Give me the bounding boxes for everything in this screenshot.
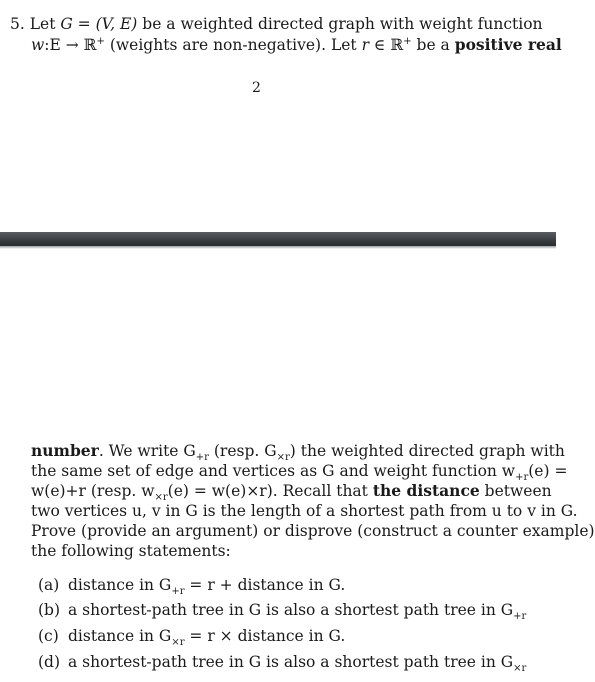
item-text-b: = r + distance in G. — [184, 576, 346, 594]
list-item — [38, 652, 527, 675]
problem-line-2 — [31, 35, 562, 55]
number-bold: number — [31, 441, 99, 460]
sup-plus-2: + — [403, 35, 412, 47]
cont-text-1b: (resp. G — [208, 442, 277, 460]
cont-text-3b: (e) = w(e)×r). Recall that — [167, 482, 373, 500]
math-G: G — [60, 15, 73, 33]
cont-line-2 — [31, 461, 568, 484]
cont-text-2: the same set of edge and vertices as G and weight function w — [31, 462, 516, 480]
cont-text-1c: ) the weighted directed graph with — [289, 442, 565, 460]
problem-number: 5. — [10, 15, 25, 33]
math-r: r — [361, 36, 369, 54]
cont-text-1: . We write G — [98, 442, 196, 460]
math-map: :E → ℝ — [44, 36, 97, 54]
item-label: (a) — [38, 576, 60, 594]
math-in: ∈ ℝ — [369, 36, 404, 54]
sub-times-r: ×r — [276, 452, 290, 464]
item-sub: +r — [171, 586, 185, 598]
sub-plus-r-2: +r — [515, 472, 529, 484]
cont-text-3c: between — [479, 482, 552, 500]
cont-line-5: Prove (provide an argument) or disprove (construct a counter example) — [31, 522, 595, 540]
intro-text-b: be a weighted directed graph with weight function — [137, 15, 543, 33]
item-text: distance in G — [68, 627, 172, 645]
list-item — [38, 575, 346, 598]
math-eq: = — [72, 15, 96, 33]
list-item — [38, 600, 527, 623]
item-text: distance in G — [68, 576, 172, 594]
cont-line-6: the following statements: — [31, 542, 231, 560]
item-label: (b) — [38, 601, 61, 619]
cont-line-1 — [31, 441, 565, 464]
item-text: a shortest-path tree in G is also a shortest path tree in G — [68, 653, 514, 671]
the-distance-bold: the distance — [372, 481, 480, 500]
cont-text-2b: (e) = — [528, 462, 568, 480]
positive-real-bold: positive real — [454, 35, 562, 54]
sub-plus-r: +r — [195, 452, 209, 464]
math-VE: (V, E) — [95, 15, 138, 33]
item-sub: ×r — [171, 637, 185, 649]
page-number: 2 — [252, 80, 261, 96]
item-text: a shortest-path tree in G is also a shortest path tree in G — [68, 601, 514, 619]
math-w: w — [31, 36, 45, 54]
intro-text: Let — [29, 15, 61, 33]
sub-times-r-2: ×r — [154, 492, 168, 504]
cont-line-3 — [31, 481, 552, 504]
item-label: (c) — [38, 627, 59, 645]
intro-text-d: be a — [411, 36, 455, 54]
item-sub: +r — [513, 611, 527, 623]
list-item — [38, 626, 346, 649]
page-divider — [0, 232, 556, 246]
cont-text-3: w(e)+r (resp. w — [31, 482, 155, 500]
problem-line-1 — [10, 14, 543, 34]
cont-line-4: two vertices u, v in G is the length of a shortest path from u to v in G. — [31, 502, 578, 520]
item-label: (d) — [38, 653, 61, 671]
item-sub: ×r — [513, 663, 527, 675]
sup-plus-1: + — [96, 35, 105, 47]
item-text-b: = r × distance in G. — [184, 627, 346, 645]
intro-text-c: (weights are non-negative). Let — [104, 36, 362, 54]
